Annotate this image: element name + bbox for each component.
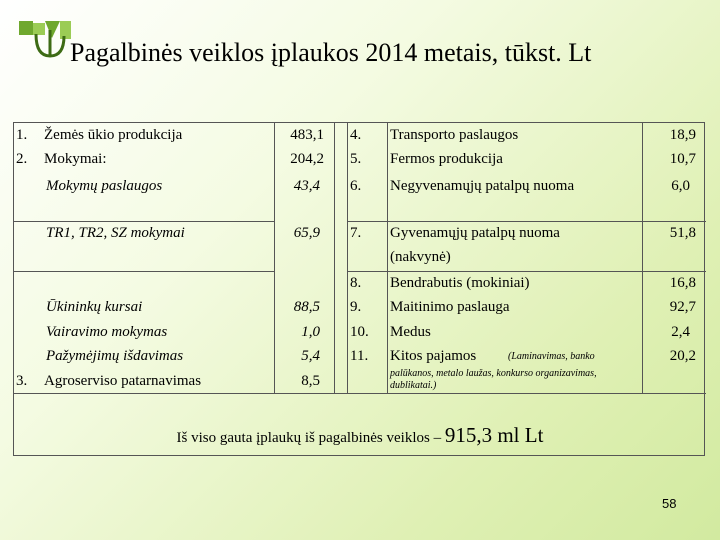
row-label: Kitos pajamos: [390, 348, 477, 364]
row-value: 20,2: [669, 348, 696, 364]
row-label-continued: (nakvynė): [390, 249, 451, 265]
row-value: 16,8: [669, 275, 696, 291]
row-label: Ūkininkų kursai: [46, 299, 143, 315]
row-number: 5.: [350, 151, 362, 167]
row-value: 483,1: [290, 127, 324, 143]
row-value: 1,0: [301, 324, 320, 340]
row-value: 8,5: [301, 373, 320, 389]
row-label: Žemės ūkio produkcija: [44, 127, 183, 143]
row-value: 65,9: [293, 225, 320, 241]
row-value: 88,5: [293, 299, 320, 315]
page-number: 58: [662, 496, 677, 511]
row-value: 92,7: [669, 299, 696, 315]
row-number: 11.: [350, 348, 369, 364]
total-amount: 915,3 ml Lt: [444, 423, 544, 447]
row-label: Pažymėjimų išdavimas: [46, 348, 184, 364]
total-summary: [14, 423, 706, 448]
row-number: 2.: [16, 151, 28, 167]
row-number: 1.: [16, 127, 28, 143]
row-value: 18,9: [669, 127, 696, 143]
row-label: Mokymai:: [44, 151, 107, 167]
row-label: Negyvenamųjų patalpų nuoma: [390, 178, 575, 194]
row-divider: [14, 271, 274, 272]
row-label: Fermos produkcija: [390, 151, 503, 167]
row-divider: [14, 393, 706, 394]
row-value: 2,4: [671, 324, 690, 340]
column-divider: [347, 123, 348, 393]
row-number: 7.: [350, 225, 362, 241]
row-number: 6.: [350, 178, 362, 194]
logo-icon: [16, 18, 74, 64]
column-divider: [334, 123, 335, 393]
row-label: Maitinimo paslauga: [390, 299, 510, 315]
row-label: Transporto paslaugos: [390, 127, 519, 143]
row-label: TR1, TR2, SZ mokymai: [46, 225, 185, 241]
total-label: Iš viso gauta įplaukų iš pagalbinės veiklos –: [176, 430, 442, 446]
page-title: Pagalbinės veiklos įplaukos 2014 metais, tūkst. Lt: [70, 38, 592, 67]
row-value: 204,2: [290, 151, 324, 167]
row-number: 3.: [16, 373, 28, 389]
row-number: 4.: [350, 127, 362, 143]
row-number: 8.: [350, 275, 362, 291]
column-divider: [387, 123, 388, 393]
row-value: 51,8: [669, 225, 696, 241]
row-number: 10.: [350, 324, 369, 340]
row-label: Agroserviso patarnavimas: [44, 373, 202, 389]
row-label: Medus: [390, 324, 431, 340]
row-label: Gyvenamųjų patalpų nuoma: [390, 225, 560, 241]
row-label: Mokymų paslaugos: [46, 178, 163, 194]
row-label: Vairavimo mokymas: [46, 324, 168, 340]
row-label: Bendrabutis (mokiniai): [390, 275, 530, 291]
row-note-continued: palūkanos, metalo laužas, konkurso organizavimas, dublikatai.): [390, 368, 597, 391]
row-note: (Laminavimas, banko: [508, 351, 595, 362]
row-value: 6,0: [671, 178, 690, 194]
row-value: 43,4: [293, 178, 320, 194]
row-value: 10,7: [669, 151, 696, 167]
row-value: 5,4: [301, 348, 320, 364]
income-table: [13, 122, 705, 456]
row-number: 9.: [350, 299, 362, 315]
